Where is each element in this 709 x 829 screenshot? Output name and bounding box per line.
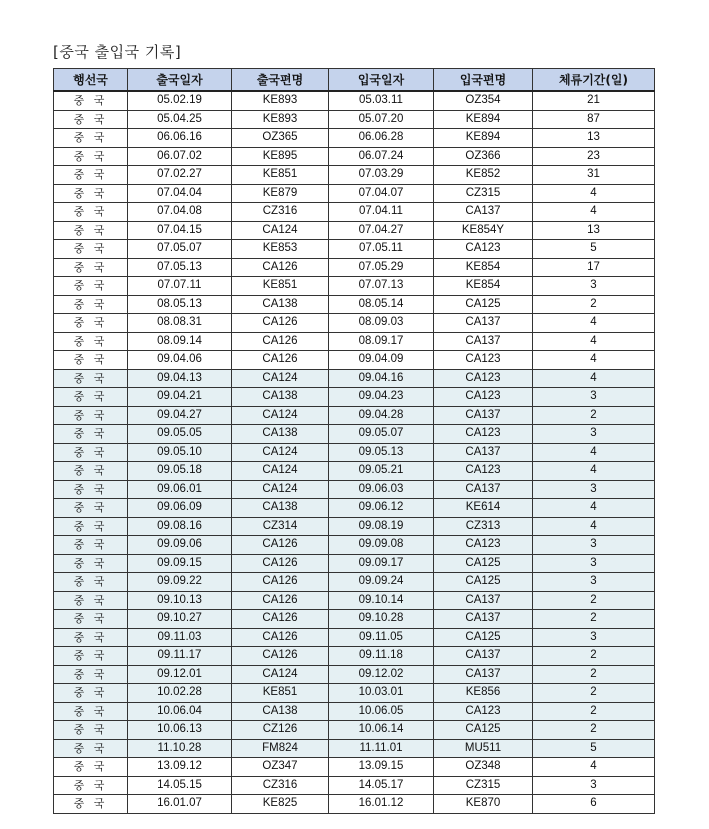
cell-destination: 중 국 — [54, 425, 128, 444]
table-row — [54, 129, 655, 148]
cell-departure-flight: KE851 — [232, 166, 329, 185]
table-row — [54, 369, 655, 388]
cell-destination: 중 국 — [54, 388, 128, 407]
cell-stay-days: 4 — [533, 332, 655, 351]
cell-destination: 중 국 — [54, 702, 128, 721]
cell-arrival-flight: MU511 — [434, 739, 533, 758]
cell-stay-days: 2 — [533, 406, 655, 425]
cell-arrival-flight: CZ315 — [434, 184, 533, 203]
cell-arrival-date: 10.03.01 — [329, 684, 434, 703]
cell-departure-flight: CA126 — [232, 591, 329, 610]
cell-arrival-date: 09.08.19 — [329, 517, 434, 536]
cell-arrival-date: 13.09.15 — [329, 758, 434, 777]
cell-arrival-date: 08.05.14 — [329, 295, 434, 314]
table-row — [54, 517, 655, 536]
cell-arrival-date: 11.11.01 — [329, 739, 434, 758]
table-row — [54, 610, 655, 629]
cell-arrival-date: 09.09.17 — [329, 554, 434, 573]
cell-stay-days: 13 — [533, 221, 655, 240]
cell-destination: 중 국 — [54, 517, 128, 536]
cell-stay-days: 5 — [533, 240, 655, 259]
cell-arrival-flight: KE894 — [434, 110, 533, 129]
cell-destination: 중 국 — [54, 258, 128, 277]
cell-stay-days: 2 — [533, 295, 655, 314]
cell-arrival-date: 14.05.17 — [329, 776, 434, 795]
cell-stay-days: 3 — [533, 388, 655, 407]
cell-departure-flight: KE825 — [232, 795, 329, 814]
cell-departure-flight: CZ314 — [232, 517, 329, 536]
cell-arrival-date: 07.07.13 — [329, 277, 434, 296]
cell-arrival-date: 07.05.11 — [329, 240, 434, 259]
cell-arrival-flight: CA137 — [434, 610, 533, 629]
cell-stay-days: 4 — [533, 517, 655, 536]
cell-stay-days: 31 — [533, 166, 655, 185]
cell-arrival-date: 08.09.03 — [329, 314, 434, 333]
cell-departure-flight: CA126 — [232, 332, 329, 351]
cell-departure-date: 09.08.16 — [128, 517, 232, 536]
cell-departure-date: 09.04.13 — [128, 369, 232, 388]
cell-stay-days: 17 — [533, 258, 655, 277]
cell-stay-days: 87 — [533, 110, 655, 129]
cell-departure-flight: KE879 — [232, 184, 329, 203]
cell-departure-date: 09.06.01 — [128, 480, 232, 499]
cell-arrival-flight: KE854Y — [434, 221, 533, 240]
cell-arrival-date: 08.09.17 — [329, 332, 434, 351]
cell-departure-date: 07.02.27 — [128, 166, 232, 185]
page-title: [중국 출입국 기록] — [53, 43, 182, 61]
column-header-departure-flight: 출국편명 — [232, 69, 329, 92]
cell-departure-date: 07.04.08 — [128, 203, 232, 222]
cell-arrival-flight: CA137 — [434, 591, 533, 610]
cell-arrival-flight: CA137 — [434, 203, 533, 222]
cell-destination: 중 국 — [54, 369, 128, 388]
cell-destination: 중 국 — [54, 129, 128, 148]
cell-stay-days: 4 — [533, 314, 655, 333]
cell-arrival-flight: CA125 — [434, 554, 533, 573]
cell-stay-days: 2 — [533, 647, 655, 666]
cell-departure-date: 16.01.07 — [128, 795, 232, 814]
cell-departure-flight: CA124 — [232, 443, 329, 462]
cell-destination: 중 국 — [54, 406, 128, 425]
table-row — [54, 332, 655, 351]
cell-departure-flight: CA126 — [232, 536, 329, 555]
cell-arrival-date: 06.06.28 — [329, 129, 434, 148]
cell-destination: 중 국 — [54, 184, 128, 203]
cell-destination: 중 국 — [54, 647, 128, 666]
column-header-departure-date: 출국일자 — [128, 69, 232, 92]
cell-departure-date: 08.05.13 — [128, 295, 232, 314]
cell-arrival-date: 09.11.05 — [329, 628, 434, 647]
cell-departure-flight: CA126 — [232, 610, 329, 629]
cell-destination: 중 국 — [54, 462, 128, 481]
table-row — [54, 591, 655, 610]
cell-destination: 중 국 — [54, 480, 128, 499]
cell-arrival-flight: CA125 — [434, 721, 533, 740]
cell-destination: 중 국 — [54, 776, 128, 795]
cell-arrival-date: 05.07.20 — [329, 110, 434, 129]
cell-stay-days: 6 — [533, 795, 655, 814]
cell-arrival-flight: CA123 — [434, 388, 533, 407]
cell-departure-flight: CA126 — [232, 258, 329, 277]
cell-arrival-flight: OZ366 — [434, 147, 533, 166]
cell-destination: 중 국 — [54, 684, 128, 703]
cell-stay-days: 2 — [533, 665, 655, 684]
cell-arrival-flight: KE870 — [434, 795, 533, 814]
table-row — [54, 406, 655, 425]
cell-arrival-date: 09.06.03 — [329, 480, 434, 499]
column-header-destination: 행선국 — [54, 69, 128, 92]
cell-arrival-date: 05.03.11 — [329, 91, 434, 110]
table-row — [54, 91, 655, 110]
table-row — [54, 702, 655, 721]
column-header-stay-days: 체류기간(일) — [533, 69, 655, 92]
cell-stay-days: 13 — [533, 129, 655, 148]
table-row — [54, 573, 655, 592]
table-row — [54, 166, 655, 185]
cell-departure-date: 08.08.31 — [128, 314, 232, 333]
cell-departure-date: 06.06.16 — [128, 129, 232, 148]
cell-departure-flight: OZ365 — [232, 129, 329, 148]
cell-destination: 중 국 — [54, 443, 128, 462]
cell-departure-date: 11.10.28 — [128, 739, 232, 758]
cell-arrival-flight: CA137 — [434, 314, 533, 333]
cell-arrival-flight: CA123 — [434, 425, 533, 444]
cell-arrival-flight: CZ315 — [434, 776, 533, 795]
cell-departure-flight: CA138 — [232, 388, 329, 407]
cell-arrival-date: 10.06.05 — [329, 702, 434, 721]
cell-destination: 중 국 — [54, 591, 128, 610]
cell-arrival-date: 06.07.24 — [329, 147, 434, 166]
table-row — [54, 203, 655, 222]
cell-departure-flight: CA126 — [232, 573, 329, 592]
cell-departure-date: 10.06.13 — [128, 721, 232, 740]
cell-departure-date: 09.05.18 — [128, 462, 232, 481]
cell-departure-date: 09.04.21 — [128, 388, 232, 407]
cell-departure-date: 09.11.03 — [128, 628, 232, 647]
cell-stay-days: 4 — [533, 203, 655, 222]
cell-arrival-flight: OZ354 — [434, 91, 533, 110]
cell-arrival-flight: KE614 — [434, 499, 533, 518]
cell-destination: 중 국 — [54, 739, 128, 758]
cell-departure-flight: KE851 — [232, 277, 329, 296]
cell-stay-days: 2 — [533, 721, 655, 740]
cell-arrival-date: 09.05.13 — [329, 443, 434, 462]
cell-departure-date: 09.09.22 — [128, 573, 232, 592]
cell-destination: 중 국 — [54, 665, 128, 684]
table-row — [54, 721, 655, 740]
cell-destination: 중 국 — [54, 758, 128, 777]
cell-stay-days: 5 — [533, 739, 655, 758]
cell-departure-flight: CA138 — [232, 499, 329, 518]
table-row — [54, 258, 655, 277]
cell-stay-days: 3 — [533, 277, 655, 296]
cell-departure-date: 09.05.05 — [128, 425, 232, 444]
cell-departure-flight: CA126 — [232, 351, 329, 370]
table-row — [54, 795, 655, 814]
cell-departure-date: 09.04.27 — [128, 406, 232, 425]
cell-destination: 중 국 — [54, 610, 128, 629]
cell-arrival-flight: KE854 — [434, 258, 533, 277]
cell-departure-date: 05.02.19 — [128, 91, 232, 110]
cell-arrival-date: 07.04.11 — [329, 203, 434, 222]
table-row — [54, 221, 655, 240]
cell-stay-days: 2 — [533, 610, 655, 629]
table-row — [54, 536, 655, 555]
cell-arrival-flight: CA123 — [434, 462, 533, 481]
cell-destination: 중 국 — [54, 499, 128, 518]
cell-arrival-date: 09.05.07 — [329, 425, 434, 444]
cell-stay-days: 2 — [533, 702, 655, 721]
cell-departure-date: 07.05.13 — [128, 258, 232, 277]
cell-arrival-date: 09.12.02 — [329, 665, 434, 684]
cell-arrival-date: 09.06.12 — [329, 499, 434, 518]
cell-departure-flight: CZ126 — [232, 721, 329, 740]
cell-stay-days: 23 — [533, 147, 655, 166]
cell-departure-date: 10.06.04 — [128, 702, 232, 721]
cell-stay-days: 3 — [533, 536, 655, 555]
cell-departure-date: 14.05.15 — [128, 776, 232, 795]
table-row — [54, 351, 655, 370]
cell-destination: 중 국 — [54, 721, 128, 740]
cell-destination: 중 국 — [54, 166, 128, 185]
cell-departure-flight: CA124 — [232, 665, 329, 684]
cell-departure-flight: CA138 — [232, 425, 329, 444]
cell-departure-date: 09.04.06 — [128, 351, 232, 370]
cell-departure-date: 07.05.07 — [128, 240, 232, 259]
cell-stay-days: 2 — [533, 591, 655, 610]
cell-departure-date: 07.04.15 — [128, 221, 232, 240]
cell-stay-days: 3 — [533, 573, 655, 592]
cell-departure-date: 09.06.09 — [128, 499, 232, 518]
cell-arrival-flight: CA137 — [434, 665, 533, 684]
table-row — [54, 480, 655, 499]
cell-arrival-flight: CA123 — [434, 240, 533, 259]
cell-arrival-flight: CA123 — [434, 702, 533, 721]
cell-departure-date: 09.10.27 — [128, 610, 232, 629]
cell-stay-days: 3 — [533, 554, 655, 573]
cell-departure-flight: KE893 — [232, 110, 329, 129]
cell-arrival-date: 07.04.07 — [329, 184, 434, 203]
table-row — [54, 554, 655, 573]
table-row — [54, 277, 655, 296]
cell-arrival-flight: CA137 — [434, 443, 533, 462]
cell-arrival-date: 09.11.18 — [329, 647, 434, 666]
table-row — [54, 147, 655, 166]
cell-arrival-date: 09.05.21 — [329, 462, 434, 481]
cell-departure-flight: KE853 — [232, 240, 329, 259]
cell-destination: 중 국 — [54, 351, 128, 370]
cell-departure-date: 09.09.15 — [128, 554, 232, 573]
cell-departure-date: 06.07.02 — [128, 147, 232, 166]
table-row — [54, 295, 655, 314]
cell-arrival-date: 09.04.23 — [329, 388, 434, 407]
cell-arrival-date: 07.05.29 — [329, 258, 434, 277]
cell-departure-flight: CA126 — [232, 647, 329, 666]
table-row — [54, 776, 655, 795]
column-header-arrival-flight: 입국편명 — [434, 69, 533, 92]
cell-destination: 중 국 — [54, 554, 128, 573]
cell-destination: 중 국 — [54, 314, 128, 333]
cell-arrival-flight: CA125 — [434, 628, 533, 647]
cell-arrival-flight: KE894 — [434, 129, 533, 148]
cell-arrival-date: 09.09.24 — [329, 573, 434, 592]
cell-destination: 중 국 — [54, 91, 128, 110]
cell-destination: 중 국 — [54, 536, 128, 555]
cell-stay-days: 4 — [533, 184, 655, 203]
cell-stay-days: 2 — [533, 684, 655, 703]
cell-departure-flight: CA126 — [232, 628, 329, 647]
cell-destination: 중 국 — [54, 203, 128, 222]
cell-arrival-flight: CA137 — [434, 406, 533, 425]
table-row — [54, 425, 655, 444]
cell-departure-date: 13.09.12 — [128, 758, 232, 777]
table-row — [54, 110, 655, 129]
table-row — [54, 443, 655, 462]
cell-arrival-flight: CZ313 — [434, 517, 533, 536]
cell-destination: 중 국 — [54, 795, 128, 814]
cell-destination: 중 국 — [54, 295, 128, 314]
cell-stay-days: 3 — [533, 425, 655, 444]
cell-stay-days: 4 — [533, 369, 655, 388]
cell-arrival-date: 09.10.28 — [329, 610, 434, 629]
cell-arrival-flight: KE856 — [434, 684, 533, 703]
cell-destination: 중 국 — [54, 240, 128, 259]
cell-arrival-date: 09.04.09 — [329, 351, 434, 370]
cell-stay-days: 4 — [533, 499, 655, 518]
table-row — [54, 499, 655, 518]
cell-departure-flight: CA138 — [232, 295, 329, 314]
cell-arrival-date: 09.04.16 — [329, 369, 434, 388]
table-row — [54, 388, 655, 407]
cell-destination: 중 국 — [54, 277, 128, 296]
cell-arrival-date: 10.06.14 — [329, 721, 434, 740]
table-row — [54, 739, 655, 758]
cell-departure-flight: CA124 — [232, 480, 329, 499]
cell-arrival-flight: KE854 — [434, 277, 533, 296]
cell-departure-date: 09.09.06 — [128, 536, 232, 555]
cell-arrival-flight: CA123 — [434, 351, 533, 370]
table-row — [54, 314, 655, 333]
cell-departure-date: 09.11.17 — [128, 647, 232, 666]
cell-departure-flight: CA126 — [232, 314, 329, 333]
cell-stay-days: 4 — [533, 758, 655, 777]
table-row — [54, 628, 655, 647]
cell-departure-date: 09.05.10 — [128, 443, 232, 462]
cell-departure-flight: CA138 — [232, 702, 329, 721]
cell-arrival-date: 09.04.28 — [329, 406, 434, 425]
cell-departure-flight: KE895 — [232, 147, 329, 166]
table-row — [54, 684, 655, 703]
column-header-arrival-date: 입국일자 — [329, 69, 434, 92]
cell-stay-days: 4 — [533, 462, 655, 481]
cell-arrival-date: 07.03.29 — [329, 166, 434, 185]
cell-destination: 중 국 — [54, 573, 128, 592]
table-row — [54, 240, 655, 259]
cell-departure-flight: KE851 — [232, 684, 329, 703]
cell-departure-date: 07.04.04 — [128, 184, 232, 203]
cell-destination: 중 국 — [54, 221, 128, 240]
cell-stay-days: 4 — [533, 351, 655, 370]
cell-stay-days: 3 — [533, 480, 655, 499]
table-row — [54, 758, 655, 777]
cell-arrival-date: 09.09.08 — [329, 536, 434, 555]
cell-departure-date: 10.02.28 — [128, 684, 232, 703]
cell-arrival-flight: CA125 — [434, 295, 533, 314]
cell-departure-date: 09.12.01 — [128, 665, 232, 684]
cell-destination: 중 국 — [54, 332, 128, 351]
cell-departure-flight: CA124 — [232, 462, 329, 481]
cell-arrival-date: 09.10.14 — [329, 591, 434, 610]
cell-departure-flight: CZ316 — [232, 203, 329, 222]
cell-departure-flight: OZ347 — [232, 758, 329, 777]
cell-arrival-flight: KE852 — [434, 166, 533, 185]
cell-departure-flight: CZ316 — [232, 776, 329, 795]
cell-destination: 중 국 — [54, 147, 128, 166]
cell-departure-flight: CA124 — [232, 406, 329, 425]
cell-stay-days: 3 — [533, 776, 655, 795]
cell-stay-days: 3 — [533, 628, 655, 647]
cell-stay-days: 21 — [533, 91, 655, 110]
cell-departure-date: 09.10.13 — [128, 591, 232, 610]
cell-departure-date: 08.09.14 — [128, 332, 232, 351]
cell-arrival-date: 07.04.27 — [329, 221, 434, 240]
header-row — [54, 69, 655, 92]
cell-departure-flight: CA124 — [232, 369, 329, 388]
table-row — [54, 647, 655, 666]
cell-departure-flight: CA126 — [232, 554, 329, 573]
cell-departure-flight: CA124 — [232, 221, 329, 240]
cell-stay-days: 4 — [533, 443, 655, 462]
table-row — [54, 462, 655, 481]
cell-arrival-flight: CA137 — [434, 332, 533, 351]
cell-departure-flight: KE893 — [232, 91, 329, 110]
cell-arrival-flight: CA137 — [434, 647, 533, 666]
table-row — [54, 665, 655, 684]
cell-arrival-flight: OZ348 — [434, 758, 533, 777]
cell-destination: 중 국 — [54, 628, 128, 647]
cell-departure-date: 05.04.25 — [128, 110, 232, 129]
cell-arrival-flight: CA123 — [434, 536, 533, 555]
cell-arrival-flight: CA137 — [434, 480, 533, 499]
entry-exit-table — [53, 68, 655, 814]
cell-destination: 중 국 — [54, 110, 128, 129]
cell-arrival-flight: CA123 — [434, 369, 533, 388]
cell-arrival-flight: CA125 — [434, 573, 533, 592]
cell-arrival-date: 16.01.12 — [329, 795, 434, 814]
cell-departure-date: 07.07.11 — [128, 277, 232, 296]
cell-departure-flight: FM824 — [232, 739, 329, 758]
table-row — [54, 184, 655, 203]
